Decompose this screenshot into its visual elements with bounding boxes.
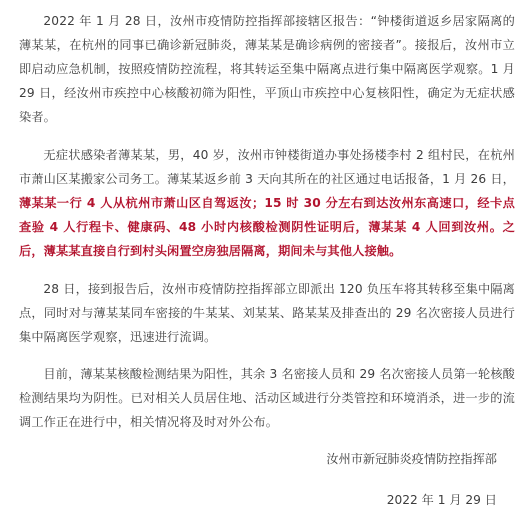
signature-issuer: 汝州市新冠肺炎疫情防控指挥部 [326, 452, 497, 466]
highlighted-itinerary-text: 薄某某一行 4 人从杭州市萧山区自驾返汝；15 时 30 分左右到达汝州东高速口，经卡点查验 4 人行程卡、健康码、48 小时内核酸检测阴性证明后，薄某某 4 人回到汝州。之后，薄某某直接自行到村头闲置空房独居隔离，期间未与其他人接触。 [19, 196, 515, 258]
paragraph-case-details [19, 143, 515, 263]
paragraph-current-status [19, 362, 515, 434]
paragraph-report [19, 9, 515, 129]
paragraph-text: 2022 年 1 月 28 日，汝州市疫情防控指挥部接辖区报告：“钟楼街道返乡居家隔离的薄某某，在杭州的同事已确诊新冠肺炎，薄某某是确诊病例的密接者”。接报后，汝州市立即启动应急机制，按照疫情防控流程，将其转运至集中隔离点进行集中隔离医学观察。1 月 29 日，经汝州市疾控中心核酸初筛为阳性，平顶山市疾控中心复核阳性，确定为无症状感染者。 [19, 14, 515, 124]
paragraph-response [19, 277, 515, 349]
paragraph-text: 无症状感染者薄某某，男，40 岁，汝州市钟楼街道办事处扬楼李村 2 组村民，在杭州市萧山区某搬家公司务工。薄某某返乡前 3 天向其所在的社区通过电话报备，1 月 26 日， [19, 148, 515, 186]
signature-date: 2022 年 1 月 29 日 [386, 493, 497, 507]
paragraph-text: 28 日，接到报告后，汝州市疫情防控指挥部立即派出 120 负压车将其转移至集中隔离点，同时对与薄某某同车密接的牛某某、刘某某、路某某及排查出的 29 名次密接人员进行集中隔离医学观察，迅速进行流调。 [19, 282, 515, 344]
paragraph-text: 目前，薄某某核酸检测结果为阳性，其余 3 名密接人员和 29 名次密接人员第一轮核酸检测结果均为阴性。已对相关人员居住地、活动区域进行分类管控和环境消杀，进一步的流调工作正在进行中，相关情况将及时对外公布。 [19, 367, 516, 429]
